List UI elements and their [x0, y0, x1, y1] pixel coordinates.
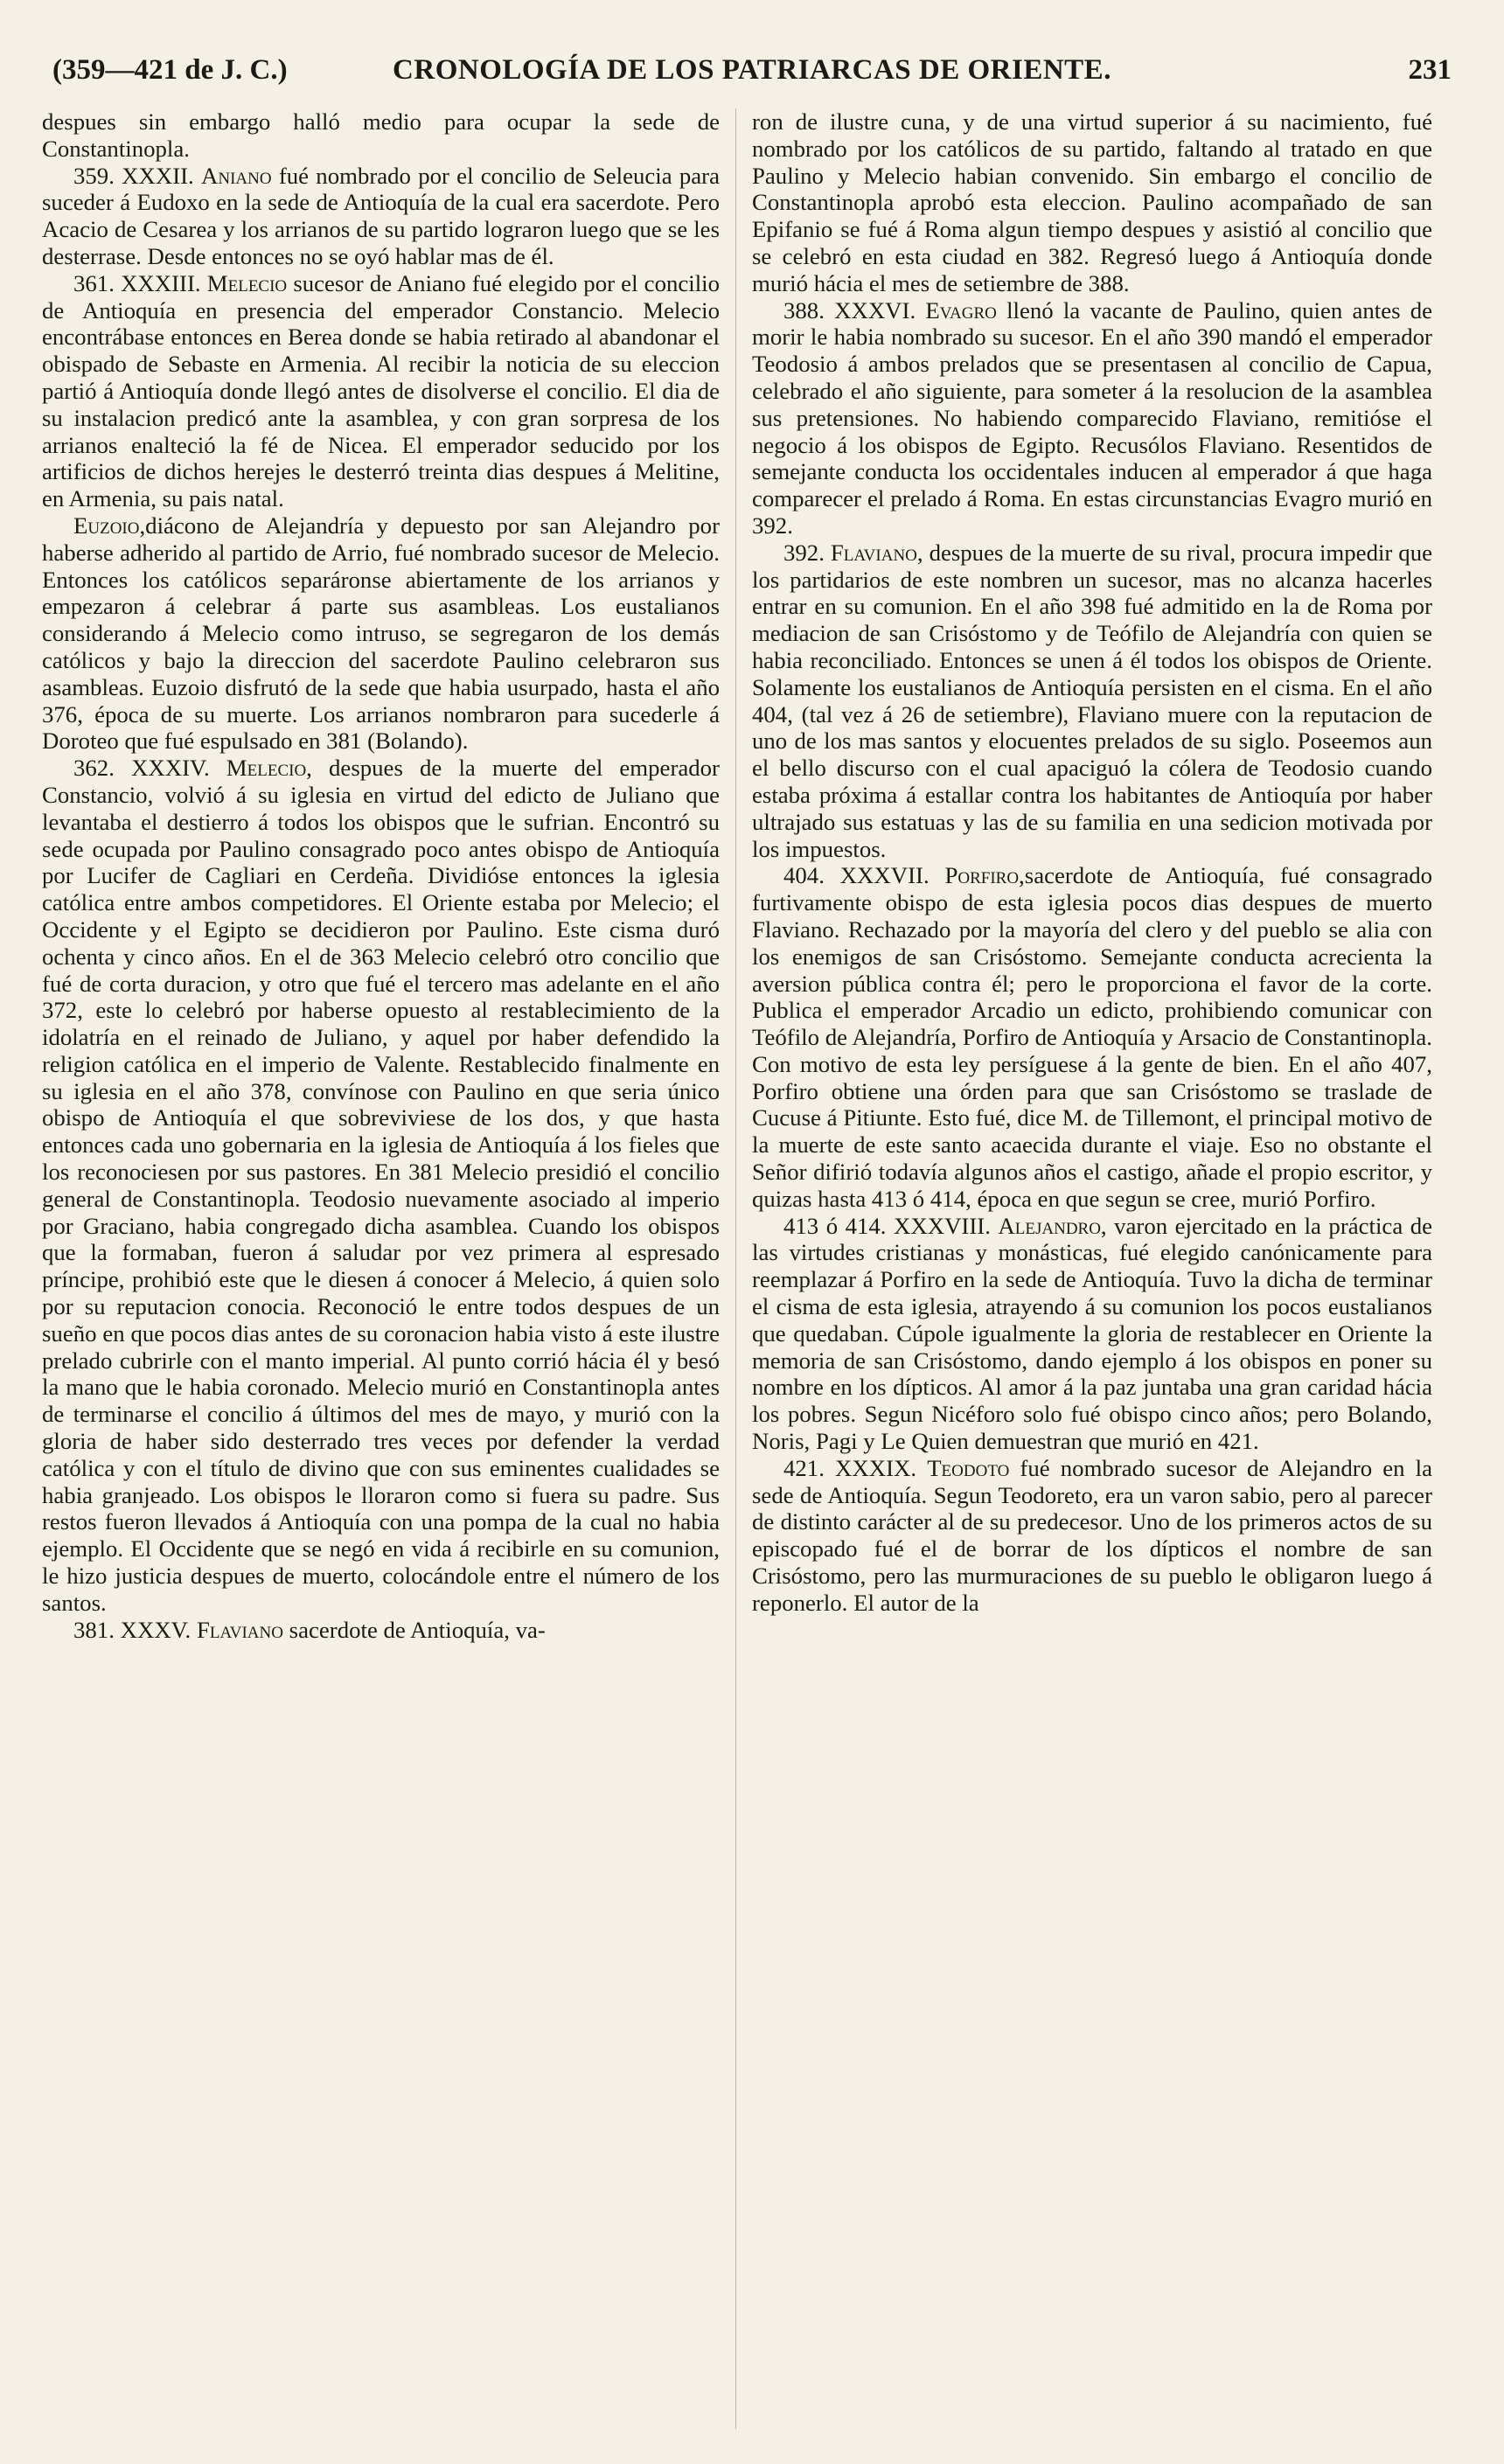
- entry-year: 421.: [783, 1454, 825, 1481]
- chronology-entry: [42, 1617, 720, 1644]
- entry-roman-numeral: XXXIII.: [121, 269, 201, 296]
- entry-year: 404.: [783, 862, 825, 889]
- header-title: CRONOLOGÍA DE LOS PATRIARCAS DE ORIENTE.: [393, 54, 1111, 86]
- patriarch-name: Teodoto: [927, 1454, 1010, 1481]
- patriarch-name: Evagro: [925, 296, 997, 324]
- entry-year: 388.: [783, 296, 825, 324]
- page-number: 231: [1408, 54, 1452, 86]
- patriarch-name: Flaviano: [196, 1616, 283, 1643]
- continuation-paragraph: [42, 108, 720, 163]
- entry-text: despues de la muerte de su rival, procura impedir que los partidarios de este nombren un sucesor, mas no alcanza hacerles entrar en su comunion. En el año 398 fué admitido en la de Roma por mediacion de san Crisóstomo y de Teófilo de Alejandría con quien se habia reconciliado. Entonces se unen á él todos los obispos de Oriente. Solamente los eustalianos de Antioquía persisten en el cisma. En el año 404, (tal vez á 26 de setiembre), Flaviano muere con la reputacion de uno de los mas santos y elocuentes prelados de su siglo. Poseemos aun el bello discurso con el cual apaciguó la cólera de Teodosio cuando estaba próxima á estallar contra los habitantes de Antioquía por haber ultrajado sus estatuas y las de su familia en una sedicion motivada por los impuestos.: [752, 539, 1432, 862]
- chronology-entry: [752, 862, 1432, 1212]
- entry-text: diácono de Alejandría y depuesto por san Alejandro por haberse adherido al partido de Arrio, fué nombrado sucesor de Melecio. Entonces los católicos separáronse abiertamente de los arrianos y empezaron á celebrar á parte sus asambleas. Los eustalianos considerando á Melecio como intruso, se segregaron de los demás católicos y bajo la direccion del sacerdote Paulino celebraron sus asambleas. Euzoio disfrutó de la sede que habia usurpado, hasta el año 376, época de su muerte. Los arrianos nombraron para sucederle á Doroteo que fué espulsado en 381 (Bolando).: [42, 512, 720, 755]
- entry-roman-numeral: XXXV.: [120, 1616, 191, 1643]
- entry-year: 362.: [73, 755, 115, 782]
- entry-year: 381.: [73, 1616, 115, 1643]
- chronology-entry: [752, 1455, 1432, 1617]
- chronology-entry: [42, 270, 720, 512]
- right-text-column: [752, 108, 1432, 2429]
- patriarch-name: Euzoio,: [73, 512, 146, 539]
- patriarch-name: Flaviano,: [830, 539, 923, 566]
- patriarch-name: Porfiro,: [944, 862, 1025, 889]
- entry-year: 413 ó 414.: [783, 1212, 887, 1239]
- entry-text: fué nombrado sucesor de Alejandro en la sede de Antioquía. Segun Teodoreto, era un varon sabio, pero al parecer de distinto carácter al de su predecesor. Uno de los primeros actos de su episcopado fué el de borrar de los dípticos el nombre de san Crisóstomo, pero las murmuraciones de su pueblo le obligaron luego á reponerlo. El autor de la: [752, 1454, 1432, 1616]
- patriarch-name: Aniano: [201, 162, 272, 189]
- entry-roman-numeral: XXXVII.: [839, 862, 930, 889]
- entry-roman-numeral: XXXVI.: [834, 296, 916, 324]
- chronology-entry: [42, 163, 720, 270]
- column-divider: [735, 108, 736, 2429]
- entry-roman-numeral: XXXIV.: [131, 755, 210, 782]
- patriarch-name: Melecio: [206, 269, 288, 296]
- chronology-entry: [752, 297, 1432, 539]
- entry-text: sacerdote de Antioquía, va-: [282, 1616, 546, 1643]
- entry-text: despues de la muerte del emperador Constancio, volvió á su iglesia en virtud del edicto de Juliano que levantaba el destierro á todos los obispos que le sufrian. Encontró su sede ocupada por Paulino consagrado poco antes obispo de Antioquía por Lucifer de Cagliari en Cerdeña. Dividióse entonces la iglesia católica entre ambos competidores. El Oriente estaba por Melecio; el Occidente y el Egipto se decidieron por Paulino. Este cisma duró ochenta y cinco años. En el de 363 Melecio celebró otro concilio que fué de corta duracion, y otro que fué el tercero mas adelante en el año 372, este lo celebró por haberse opuesto al restablecimiento de la idolatría en el reinado de Juliano, y aquel por haber defendido la religion católica en el imperio de Valente. Restablecido finalmente en su iglesia en el año 378, convínose con Paulino en que seria único obispo de Antioquía el que sobreviviese de los dos, y que hasta entonces cada uno gobernaria en la iglesia de Antioquía á los fieles que los reconociesen por sus pastores. En 381 Melecio presidió el concilio general de Constantinopla. Teodosio nuevamente asociado al imperio por Graciano, habia congregado dicha asamblea. Cuando los obispos que la formaban, fueron á saludar por vez primera al espresado príncipe, prohibió este que le diesen á conocer á Melecio, á quien solo por su reputacion conocia. Reconoció le entre todos despues de un sueño en que pocos dias antes de su coronacion habia visto á este ilustre prelado cubrirle con el manto imperial. Al punto corrió hácia él y besó la mano que le habia coronado. Melecio murió en Constantinopla antes de terminarse el concilio á últimos del mes de mayo, y murió con la gloria de haber sido desterrado tres veces por defender la verdad católica y con el título de divino que con sus eminentes cualidades se habia granjeado. Los obispos le lloraron como si fuera su padre. Sus restos fueron llevados á Antioquía con una pompa de la cual no habia ejemplo. El Occidente que se negó en vida á recibirle en su comunion, le hizo justicia despues de muerto, colocándole entre el número de los santos.: [42, 755, 720, 1616]
- entry-text: despues sin embargo halló medio para ocupar la sede de Constantinopla.: [42, 108, 720, 162]
- patriarch-name: Melecio,: [226, 755, 312, 782]
- chronology-entry: [42, 512, 720, 755]
- entry-text: sacerdote de Antioquía, fué consagrado furtivamente obispo de esta iglesia pocos dias despues de muerto Flaviano. Rechazado por la mayoría del clero y del pueblo se alia con los enemigos de san Crisóstomo. Semejante conducta acrecienta la aversion pública contra él; pero le proporciona el favor de la corte. Publica el emperador Arcadio un edicto, prohibiendo comunicar con Teófilo de Alejandría, Porfiro de Antioquía y Arsacio de Constantinopla. Con motivo de esta ley persíguese á la gente de bien. En el año 407, Porfiro obtiene una órden para que san Crisóstomo se traslade de Cucuse á Pitiunte. Esto fué, dice M. de Tillemont, el principal motivo de la muerte de este santo acaecida durante el viaje. Eso no obstante el Señor difirió todavía algunos años el castigo, añade el propio escritor, y quizas hasta 413 ó 414, época en que segun se cree, murió Porfiro.: [752, 862, 1432, 1212]
- chronology-entry: [752, 539, 1432, 863]
- left-text-column: [42, 108, 720, 2429]
- entry-roman-numeral: XXXIX.: [835, 1454, 917, 1481]
- entry-year: 359.: [73, 162, 115, 189]
- entry-year: 392.: [783, 539, 825, 566]
- continuation-paragraph: [752, 108, 1432, 297]
- entry-roman-numeral: XXXII.: [122, 162, 194, 189]
- chronology-entry: [42, 755, 720, 1617]
- header-date-range: (359—421 de J. C.): [52, 54, 288, 86]
- entry-text: llenó la vacante de Paulino, quien antes de morir le habia nombrado su sucesor. En el año 390 mandó el emperador Teodosio á ambos prelados que se presentasen al concilio de Capua, celebrado el año siguiente, para someter á la resolucion de la asamblea sus pretensiones. No habiendo comparecido Flaviano, remitióse el negocio á los obispos de Egipto. Recusólos Flaviano. Resentidos de semejante conducta los occidentales inducen al emperador á que haga comparecer el prelado á Roma. En estas circunstancias Evagro murió en 392.: [752, 296, 1432, 539]
- patriarch-name: Alejandro,: [998, 1212, 1107, 1239]
- entry-year: 361.: [73, 269, 115, 296]
- entry-text: fué nombrado por el concilio de Seleucia para suceder á Eudoxo en la sede de Antioquía de la cual era sacerdote. Pero Acacio de Cesarea y los arrianos de su partido lograron luego que se les desterrase. Desde entonces no se oyó hablar mas de él.: [42, 162, 720, 269]
- entry-text: varon ejercitado en la práctica de las virtudes cristianas y monásticas, fué elegido canónicamente para reemplazar á Porfiro en la sede de Antioquía. Tuvo la dicha de terminar el cisma de esta iglesia, atrayendo á su comunion los pocos eustalianos que quedaban. Cúpole igualmente la gloria de restablecer en Oriente la memoria de san Crisóstomo, dando ejemplo á los obispos en poner su nombre en los dípticos. Al amor á la paz juntaba una gran caridad hácia los pobres. Segun Nicéforo solo fué obispo cinco años; pero Bolando, Noris, Pagi y Le Quien demuestran que murió en 421.: [752, 1212, 1432, 1455]
- running-header: [52, 54, 1452, 107]
- entry-text: sucesor de Aniano fué elegido por el concilio de Antioquía en presencia del emperador Constancio. Melecio encontrábase entonces en Berea donde se habia retirado al abandonar el obispado de Sebaste en Armenia. Al recibir la noticia de su eleccion partió á Antioquía donde llegó antes de disolverse el concilio. El dia de su instalacion predicó ante la asamblea, y con gran sorpresa de los arrianos enalteció la fé de Nicea. El emperador seducido por los artificios de dichos herejes le desterró treinta dias despues á Melitine, en Armenia, su pais natal.: [42, 269, 720, 512]
- entry-roman-numeral: XXXVIII.: [894, 1212, 991, 1239]
- chronology-entry: [752, 1213, 1432, 1455]
- entry-text: ron de ilustre cuna, y de una virtud superior á su nacimiento, fué nombrado por los católicos de su partido, faltando al tratado en que Paulino y Melecio habian convenido. Sin embargo el concilio de Constantinopla aprobó esta eleccion. Paulino acompañado de san Epifanio se fué á Roma algun tiempo despues y asistió al concilio que se celebró en esta ciudad en 382. Regresó luego á Antioquía donde murió hácia el mes de setiembre de 388.: [752, 108, 1432, 296]
